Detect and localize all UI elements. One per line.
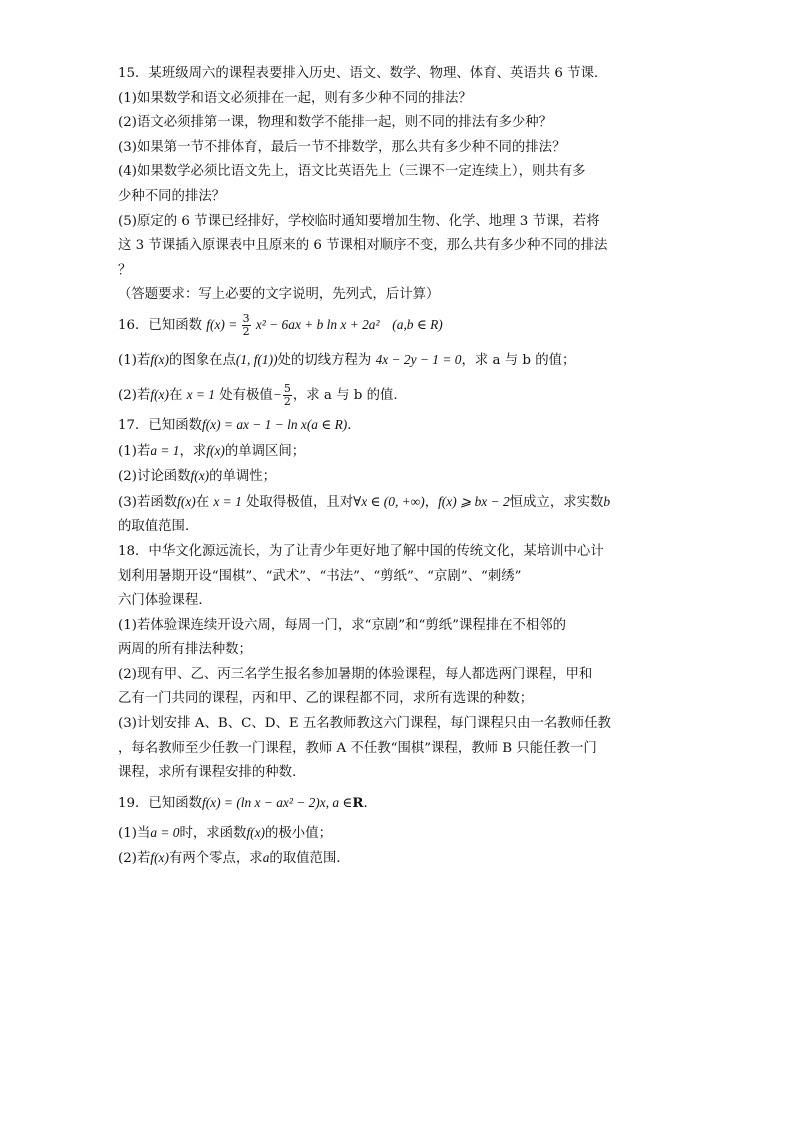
q15-requirement: （答题要求：写上必要的文字说明，先列式，后计算） [118,287,440,303]
q16-p1-f: f(x) [150,351,169,367]
q18-stem-line-1: 18．中华文化源远流长，为了让青少年更好地了解中国的传统文化，某培训中心计 [118,543,604,559]
q18-part-3-line-1: (3)计划安排 A、B、C、D、E 五名教师教这六门课程，每门课程只由一名教师任教 [118,716,611,732]
q17-p3-mid2: 处取得极值，且对 [246,494,354,510]
q17-p2-end: 的单调性； [209,469,277,485]
q19-p1-a: a = 0 [150,824,180,840]
q17-p3-mid: 在 [195,494,210,510]
q18-stem-line-2: 划利用暑期开设“围棋”、“武术”、“书法”、“剪纸”、“京剧”、“刺绣” [118,568,522,584]
q19-stem-prefix: 19．已知函数 [118,795,202,811]
q17-p3-forall: ∀x ∈ (0, +∞) [353,493,425,509]
q16-p2-f: f(x) [150,386,169,402]
q16-part-1 [118,343,678,378]
q19-p1-f: f(x) [246,824,266,840]
q16-p1-end: ，求 a 与 b 的值； [461,352,576,368]
q17-p1-end: 的单调区间； [224,443,306,459]
q16-p1-point: (1, f(1)) [235,351,278,367]
q17-p3-x: x = 1 [213,493,242,509]
q19-p1-mid: 时，求函数 [179,825,247,841]
q16-p2-minus: − [272,386,282,402]
exam-page [118,62,678,872]
q18-stem-line-3: 六门体验课程． [118,593,212,609]
q18-part-2-line-2: 乙有一门共同的课程，丙和甲、乙的课程都不同，求所有选课的种数； [118,691,534,707]
q16-stem-prefix: 16．已知函数 [118,317,202,333]
q17-p3-f: f(x) [177,493,196,509]
q16-stem [118,308,678,343]
q19-p2-a: a [262,850,270,866]
q16-p2-x: x = 1 [186,386,215,402]
question-16 [118,308,678,413]
q19-part-2 [118,846,678,872]
q16-p2-end: ，求 a 与 b 的值. [292,387,398,403]
q16-p2-prefix: (2)若 [118,387,151,403]
q19-real-set: R [352,794,364,811]
q17-p2-f: f(x) [190,468,210,484]
q17-part-3-line-1 [118,490,678,516]
q16-frac-denominator: 2 [242,324,250,338]
q16-part-2 [118,378,678,413]
q15-stem: 15．某班级周六的课程表要排入历史、语文、数学、物理、体育、英语共 6 节课． [118,66,608,81]
q17-p3-prefix: (3)若函数 [118,494,178,510]
q16-p2-mid2: 处有极值 [219,387,273,403]
q17-part-3-line-2: 的取值范围． [118,519,199,535]
q16-p1-mid: 的图象在点 [168,352,236,368]
q16-function-lhs: f(x) = [206,316,241,332]
q17-part-2 [118,464,678,490]
q16-p1-mid2: 处的切线方程为 [277,352,372,368]
q18-part-1-line-2: 两周的所有排法种数； [118,642,252,658]
q17-p1-f: f(x) [206,442,225,458]
q15-part-5-line-1: (5)原定的 6 节课已经排好，学校临时通知要增加生物、化学、地理 3 节课，若将 [118,213,600,229]
q17-p3-inequality: f(x) ⩾ bx − 2 [438,493,510,509]
q17-p1-prefix: (1)若 [118,443,151,459]
q16-frac-numerator: 3 [242,311,250,325]
question-17 [118,413,678,540]
q18-part-2-line-1: (2)现有甲、乙、丙三名学生报名参加暑期的体验课程，每人都选两门课程，甲和 [118,666,593,682]
q17-p3-mid3: 恒成立，求实数 [509,494,604,510]
q17-p1-a: a = 1 [150,442,180,458]
q16-p2-mid: 在 [168,387,183,403]
q19-stem [118,786,678,821]
q19-function: f(x) = (ln x − ax² − 2)x, a ∈ [202,794,353,810]
q16-p1-tangent-eq: 4x − 2y − 1 = 0 [375,351,462,367]
q17-p2-prefix: (2)讨论函数 [118,469,191,485]
q15-part-4-line-1: (4)如果数学必须比语文先上，语文比英语先上（三课不一定连续上），则共有多 [118,164,586,180]
q17-stem [118,413,678,439]
q15-part-5-line-3: ？ [118,262,132,278]
q17-function: f(x) = ax − 1 − ln x(a ∈ R) [202,416,348,432]
q19-stem-end: ． [363,795,377,811]
q16-domain: (a,b ∈ R) [392,316,443,332]
q16-p2-fraction [283,383,292,408]
q19-part-1 [118,821,678,847]
q18-part-3-line-2: ，每名教师至少任教一门课程，教师 A 不任教“围棋”课程，教师 B 只能任教一门 [118,740,597,756]
q16-function-rhs: x² − 6ax + b ln x + 2a² [255,316,380,332]
q16-p2-numerator: 5 [283,381,291,395]
q19-p1-end: 的极小值； [265,825,332,841]
q15-part-3: (3)如果第一节不排体育，最后一节不排数学，那么共有多少种不同的排法？ [118,139,566,155]
q17-p1-mid: ，求 [179,443,207,459]
q17-part-1 [118,439,678,465]
q17-p3-b: b [603,493,611,509]
q15-part-1: (1)如果数学和语文必须排在一起，则有多少种不同的排法？ [118,90,472,106]
q18-part-3-line-3: 课程，求所有课程安排的种数． [118,765,306,781]
question-19 [118,786,678,872]
q16-p1-prefix: (1)若 [118,352,151,368]
q17-p3-comma: ， [424,494,439,510]
q15-part-4-line-2: 少种不同的排法？ [118,188,226,204]
q18-part-1-line-1: (1)若体验课连续开设六周，每周一门，求“京剧”和“剪纸”课程排在不相邻的 [118,617,567,633]
q15-part-2: (2)语文必须排第一课，物理和数学不能排一起，则不同的排法有多少种？ [118,115,553,131]
q19-p2-prefix: (2)若 [118,851,151,867]
question-18 [118,540,678,786]
q19-p1-prefix: (1)当 [118,825,151,841]
q16-p2-denominator: 2 [283,394,291,408]
question-15 [118,62,678,308]
q19-p2-f: f(x) [150,850,169,866]
q17-stem-prefix: 17．已知函数 [118,417,202,433]
q16-fraction [242,313,251,338]
q15-part-5-line-2: 这 3 节课插入原课表中且原来的 6 节课相对顺序不变，那么共有多少种不同的排法 [118,238,608,254]
q17-stem-end: ． [347,417,361,433]
q19-p2-mid: 有两个零点，求 [168,851,263,867]
q19-p2-end: 的取值范围． [269,851,350,867]
